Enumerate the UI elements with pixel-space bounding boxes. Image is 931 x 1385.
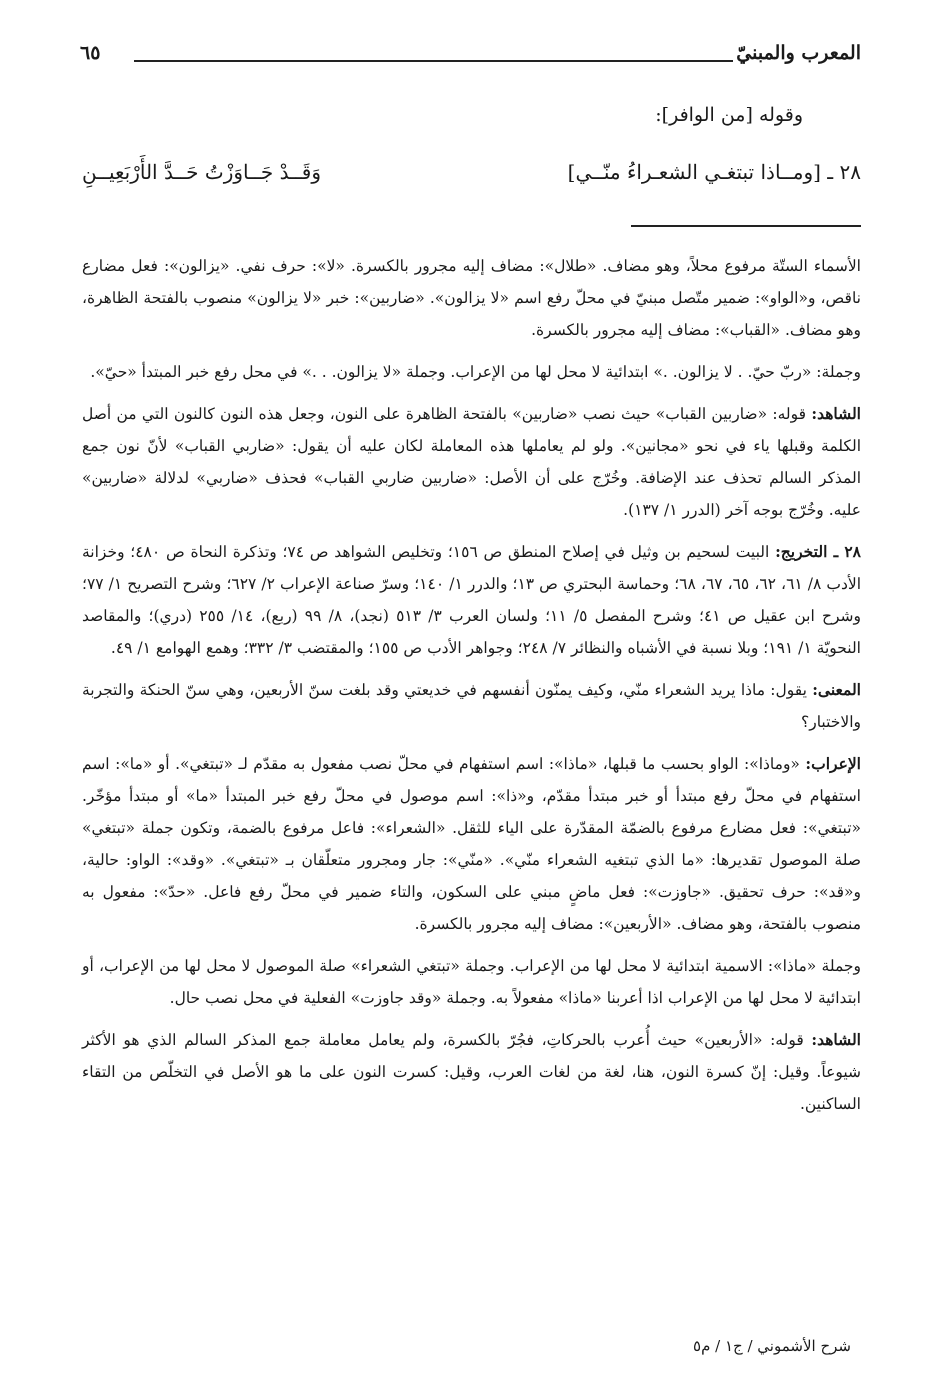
verse-intro: وقوله [من الوافر]: [655,104,803,126]
note-lead: المعنى: [812,680,861,699]
note-lead: الشاهد: [811,404,861,423]
chapter-title: المعرب والمبنيّ [736,42,861,64]
note-lead: الإعراب: [805,754,861,773]
note-text: قوله: «ضاربين القباب» حيث نصب «ضاربين» بالفتحة الظاهرة على النون، وجعل هذه النون كالنون التي من أصل الكلمة وقبلها ياء في نحو «مجانين». ولو لم يعاملها هذه المعاملة لكان عليه أن يقول: «ضاربي القباب» لأنّ نون جمع المذكر السالم تحذف عند الإضافة. وخُرّج على أن الأصل: «ضاربين ضاربي القباب» فحذف «ضاربي» لدلالة «ضاربين» عليه. وخُرّج بوجه آخر (الدرر ١/ ١٣٧). [82,405,861,519]
verse-first-hemistich: ٢٨ ـ [ومــاذا تبتغـي الشعـراءُ منّــي] [567,160,861,184]
running-header [72,40,861,76]
note-paragraph [82,748,861,940]
note-paragraph [82,950,861,1014]
note-text: وجملة: «ربّ حيّ. . لا يزالون. .» ابتدائية لا محل لها من الإعراب. وجملة «لا يزالون. . .» في محل رفع خبر المبتدأ «حيّ». [90,363,861,381]
note-lead: الشاهد: [811,1030,861,1049]
note-text: وجملة «ماذا»: الاسمية ابتدائية لا محل لها من الإعراب. وجملة «تبتغي الشعراء» صلة الموصول لا محل لها من الإعراب، أو ابتدائية لا محل لها من الإعراب اذا أعربنا «ماذا» مفعولاً به. وجملة «وقد جاوزت» الفعلية في محل نصب حال. [82,957,861,1007]
footnotes [82,250,861,1130]
verse-second-hemistich: وَقَــدْ جَــاوَزْتُ حَــدَّ الأَرْبَعِيــنِ [82,160,322,184]
note-text: قوله: «الأربعين» حيث أُعرب بالحركاتِ، فجُرّ بالكسرة، ولم يعامل معاملة جمع المذكر السالم الذي هو الأكثر شيوعاً. وقيل: إنّ كسرة النون، هنا، لغة من لغات العرب، وقيل: كسرت النون على ما هو الأصل في التخلّص من التقاء الساكنين. [82,1031,861,1113]
note-paragraph [82,250,861,346]
note-text: يقول: ماذا يريد الشعراء منّي، وكيف يمنّون أنفسهم في خديعتي وقد بلغت سنّ الأربعين، وهي سنّ الحنكة والتجربة والاختبار؟ [82,681,861,731]
header-rule [134,60,733,62]
poetry-verse [72,160,861,200]
note-paragraph [82,356,861,388]
note-paragraph [82,1024,861,1120]
note-text: الأسماء الستّة مرفوع محلاً، وهو مضاف. «طلال»: مضاف إليه مجرور بالكسرة. «لا»: حرف نفي. «يزالون»: فعل مضارع ناقص، و«الواو»: ضمير متّصل مبنيّ في محلّ رفع اسم «لا يزالون». «ضاربين»: خبر «لا يزالون» منصوب بالفتحة الظاهرة، وهو مضاف. «القباب»: مضاف إليه مجرور بالكسرة. [82,257,861,339]
book-page [72,0,861,1385]
note-lead: ٢٨ ـ التخريج: [775,542,862,561]
note-paragraph [82,674,861,738]
page-signature: شرح الأشموني / ج١ / م٥ [693,1337,851,1355]
note-paragraph [82,398,861,526]
note-text: البيت لسحيم بن وثيل في إصلاح المنطق ص ١٥٦؛ وتخليص الشواهد ص ٧٤؛ وتذكرة النحاة ص ٤٨٠؛ وخزانة الأدب ٨/ ٦١، ٦٢، ٦٥، ٦٧، ٦٨؛ وحماسة البحتري ص ١٣؛ والدرر ١/ ١٤٠؛ وسرّ صناعة الإعراب ٢/ ٦٢٧؛ وشرح التصريح ١/ ٧٧؛ وشرح ابن عقيل ص ٤١؛ وشرح المفصل ٥/ ١١؛ ولسان العرب ٣/ ٥١٣ (نجد)، ٨/ ٩٩ (ربع)، ١٤/ ٢٥٥ (دري)؛ والمقاصد النحويّة ١/ ١٩١؛ وبلا نسبة في الأشباه والنظائر ٧/ ٢٤٨؛ وجواهر الأدب ص ١٥٥؛ والمقتضب ٣/ ٣٣٢؛ وهمع الهوامع ١/ ٤٩. [82,543,862,657]
footnote-separator [631,225,861,227]
note-text: «وماذا»: الواو بحسب ما قبلها، «ماذا»: اسم استفهام في محلّ نصب مفعول به مقدّم لـ «تبتغي». أو «ما»: اسم استفهام في محلّ رفع مبتدأ أو خبر مبتدأ مقدّم، و«ذا»: اسم موصول في محلّ رفع خبر المبتدأ «ما» أو مبتدأ مؤخّر. «تبتغي»: فعل مضارع مرفوع بالضمّة المقدّرة على الياء للثقل. «الشعراء»: فاعل مرفوع بالضمة، وتكون جملة «تبتغي» صلة الموصول تقديرها: «ما الذي تبتغيه الشعراء منّي». «منّي»: جار ومجرور متعلّقان بـ «تبتغي». «وقد»: الواو: حالية، و«قد»: حرف تحقيق. «جاوزت»: فعل ماضٍ مبني على السكون، والتاء ضمير في محلّ رفع فاعل. «حدّ»: مفعول به منصوب بالفتحة، وهو مضاف. «الأربعين»: مضاف إليه مجرور بالكسرة. [82,755,861,933]
note-paragraph [82,536,861,664]
page-number: ٦٥ [80,42,101,64]
